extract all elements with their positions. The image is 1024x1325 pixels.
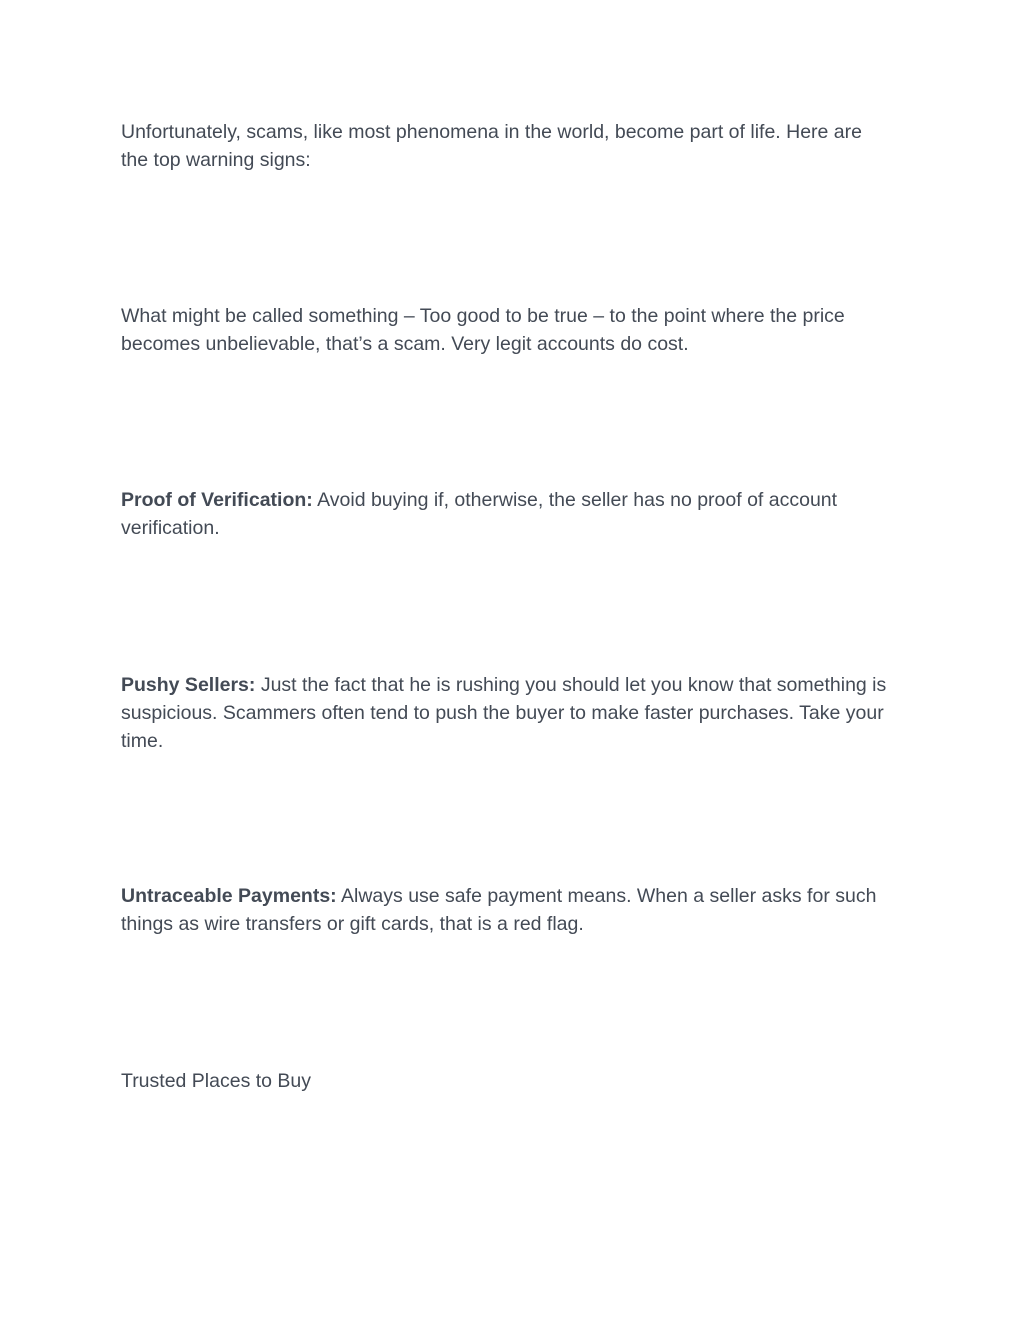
verification-label: Proof of Verification: bbox=[121, 489, 313, 511]
untraceable-payments-text: Always use safe payment means. When a seller asks for such things as wire transfers or gift cards, that is a red flag. bbox=[121, 885, 877, 935]
too-good-paragraph: What might be called something – Too good to be true – to the point where the price becomes unbelievable, that’s a scam. Very legit accounts do cost. bbox=[121, 305, 845, 355]
untraceable-payments-label: Untraceable Payments: bbox=[121, 885, 337, 907]
verification-text: Avoid buying if, otherwise, the seller has no proof of account verification. bbox=[121, 489, 838, 539]
pushy-sellers-label: Pushy Sellers: bbox=[121, 674, 256, 696]
untraceable-payments-paragraph bbox=[121, 882, 893, 938]
verification-paragraph bbox=[121, 486, 893, 542]
intro-paragraph: Unfortunately, scams, like most phenomena in the world, become part of life. Here are the top warning signs: bbox=[121, 121, 862, 171]
trusted-places-heading: Trusted Places to Buy bbox=[121, 1070, 312, 1092]
pushy-sellers-paragraph bbox=[121, 671, 893, 755]
pushy-sellers-text: Just the fact that he is rushing you should let you know that something is suspicious. Scammers often tend to push the buyer to make faster purchases. Take your time. bbox=[121, 674, 887, 752]
